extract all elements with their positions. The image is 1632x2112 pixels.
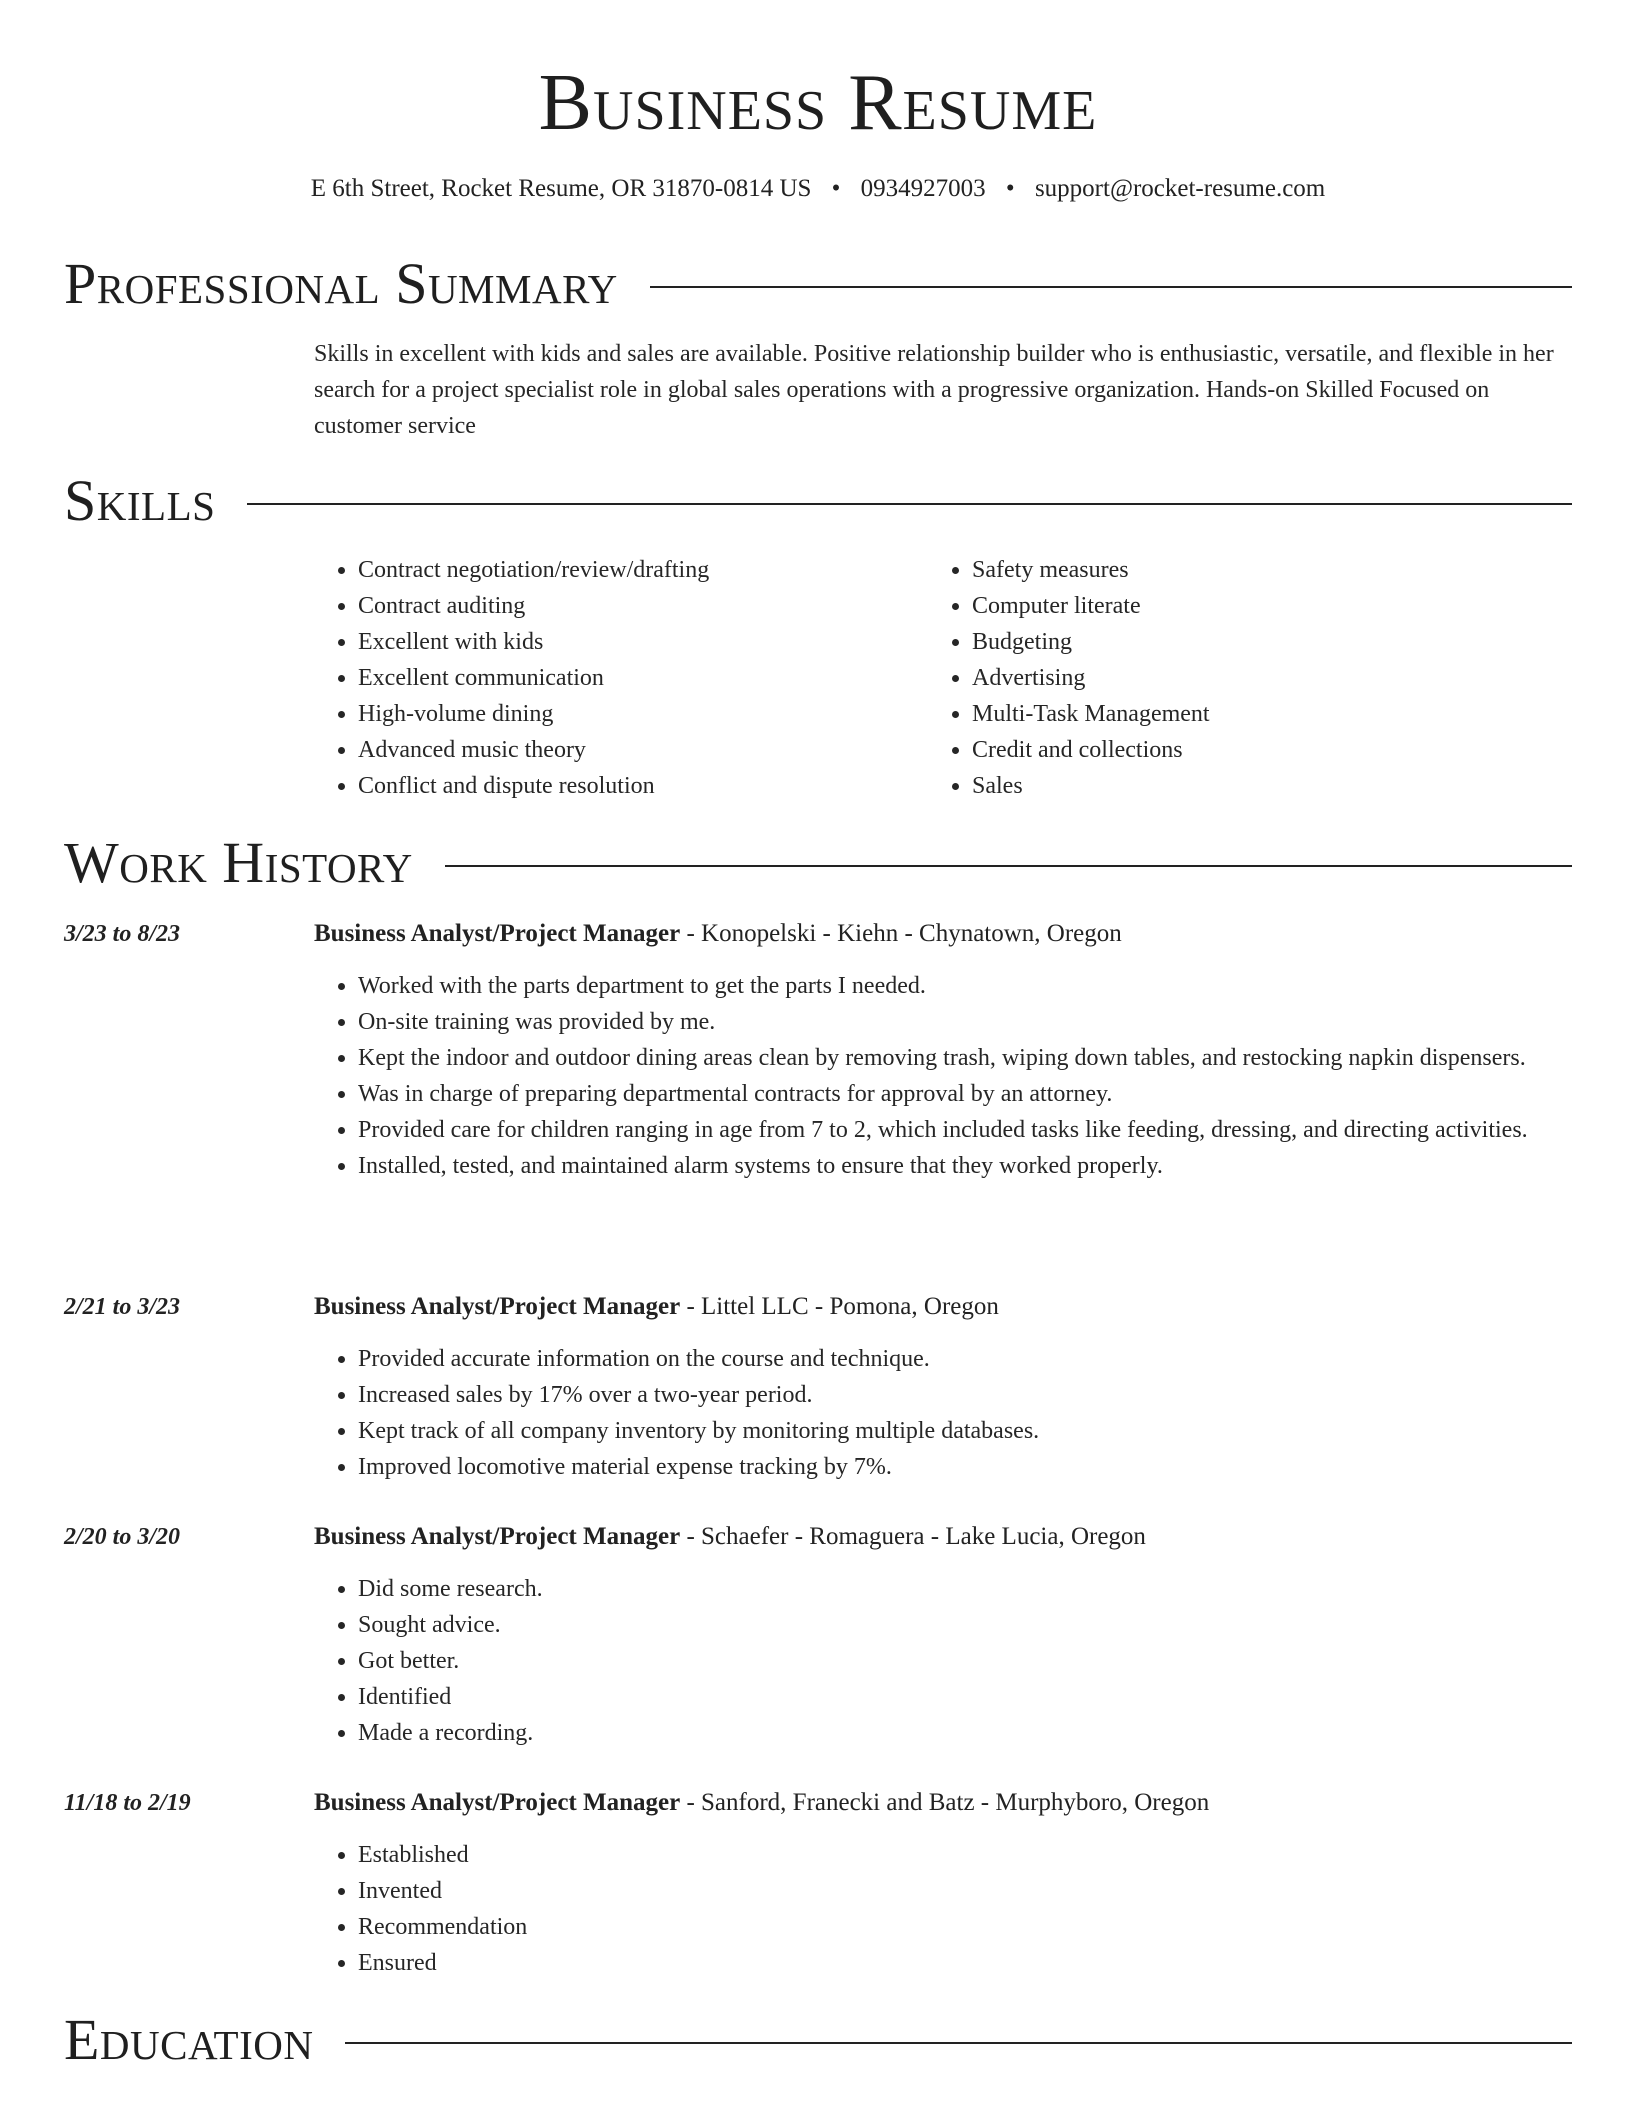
job-bullet: • Kept track of all company inventory by monitoring multiple databases. <box>358 1413 1576 1449</box>
skill-item: • Sales <box>972 768 1210 804</box>
contact-email: support@rocket-resume.com <box>1034 175 1326 202</box>
contact-separator: • <box>831 175 841 202</box>
job-date: 2/21 to 3/23 <box>64 1294 181 1320</box>
section-header-skills <box>64 469 1572 533</box>
job-bullet: • Invented <box>358 1873 1576 1909</box>
job-bullet: • Provided care for children ranging in age from 7 to 2, which included tasks like feeding, dressing, and directing activities. <box>358 1112 1576 1148</box>
contact-line <box>64 172 1572 206</box>
job-bullets <box>314 1571 1576 1751</box>
job-bullet: • Kept the indoor and outdoor dining areas clean by removing trash, wiping down tables, and restocking napkin dispensers. <box>358 1040 1576 1076</box>
skill-item: • Credit and collections <box>972 732 1210 768</box>
skill-item: • Budgeting <box>972 624 1210 660</box>
contact-address: E 6th Street, Rocket Resume, OR 31870-0814 US <box>310 175 812 202</box>
skill-item: • Conflict and dispute resolution <box>358 768 928 804</box>
skill-item: • Excellent with kids <box>358 624 928 660</box>
job-title-line <box>314 1289 1564 1325</box>
section-divider <box>345 2042 1572 2044</box>
job-bullet: • Did some research. <box>358 1571 1576 1607</box>
section-header-summary <box>64 252 1572 316</box>
job-bullet: • Increased sales by 17% over a two-year period. <box>358 1377 1576 1413</box>
skill-item: • Multi-Task Management <box>972 696 1210 732</box>
job-bullet: • On-site training was provided by me. <box>358 1004 1576 1040</box>
job-bullet: • Got better. <box>358 1643 1576 1679</box>
skill-item: • Safety measures <box>972 552 1210 588</box>
job-bullet: • Recommendation <box>358 1909 1576 1945</box>
job-bullets <box>314 1837 1576 1981</box>
job-bullet: • Worked with the parts department to get the parts I needed. <box>358 968 1576 1004</box>
skill-item: • Contract negotiation/review/drafting <box>358 552 928 588</box>
job-date: 11/18 to 2/19 <box>64 1790 191 1816</box>
skill-item: • High-volume dining <box>358 696 928 732</box>
job-company: - Schaefer - Romaguera - Lake Lucia, Oregon <box>680 1523 1146 1550</box>
job-bullets <box>314 968 1576 1184</box>
job-title-line <box>314 1519 1564 1555</box>
job-bullet: • Installed, tested, and maintained alarm systems to ensure that they worked properly. <box>358 1148 1576 1184</box>
section-header-work <box>64 831 1572 895</box>
contact-separator: • <box>1005 175 1015 202</box>
summary-text: Skills in excellent with kids and sales are available. Positive relationship builder who is enthusiastic, versatile, and flexible in her search for a project specialist role in global sales operations with a progressive organization. Hands-on Skilled Focused on customer service <box>314 341 1554 439</box>
job-bullet: • Established <box>358 1837 1576 1873</box>
job-title-line <box>314 1785 1564 1821</box>
job-company: - Littel LLC - Pomona, Oregon <box>680 1293 999 1320</box>
skill-item: • Contract auditing <box>358 588 928 624</box>
job-bullet: • Provided accurate information on the course and technique. <box>358 1341 1576 1377</box>
section-title-skills: Skills <box>64 468 216 533</box>
contact-phone: 0934927003 <box>860 175 986 202</box>
skill-item: • Advanced music theory <box>358 732 928 768</box>
section-title-summary: Professional Summary <box>64 251 618 316</box>
resume-name: Business Resume <box>538 59 1098 147</box>
job-bullet: • Sought advice. <box>358 1607 1576 1643</box>
job-bullets <box>314 1341 1576 1485</box>
job-title: Business Analyst/Project Manager <box>314 1523 681 1550</box>
job-bullet: • Identified <box>358 1679 1576 1715</box>
section-divider <box>445 865 1572 867</box>
job-bullet: • Improved locomotive material expense tracking by 7%. <box>358 1449 1576 1485</box>
job-company: - Konopelski - Kiehn - Chynatown, Oregon <box>680 920 1122 947</box>
job-date: 3/23 to 8/23 <box>64 921 181 947</box>
section-divider <box>247 503 1572 505</box>
skills-column-1 <box>314 552 928 804</box>
job-date: 2/20 to 3/20 <box>64 1524 181 1550</box>
job-company: - Sanford, Franecki and Batz - Murphyboro, Oregon <box>680 1789 1210 1816</box>
job-bullet: • Ensured <box>358 1945 1576 1981</box>
skills-column-2 <box>928 552 1210 804</box>
skill-item: • Advertising <box>972 660 1210 696</box>
skill-item: • Excellent communication <box>358 660 928 696</box>
job-title-line <box>314 916 1564 952</box>
job-bullet: • Was in charge of preparing departmental contracts for approval by an attorney. <box>358 1076 1576 1112</box>
skill-item: • Computer literate <box>972 588 1210 624</box>
job-title: Business Analyst/Project Manager <box>314 920 681 947</box>
job-title: Business Analyst/Project Manager <box>314 1293 681 1320</box>
section-header-education <box>64 2008 1572 2072</box>
section-title-education: Education <box>64 2007 314 2072</box>
section-divider <box>650 286 1572 288</box>
job-title: Business Analyst/Project Manager <box>314 1789 681 1816</box>
section-title-work: Work History <box>64 830 413 895</box>
job-bullet: • Made a recording. <box>358 1715 1576 1751</box>
skills-list <box>314 552 1572 804</box>
